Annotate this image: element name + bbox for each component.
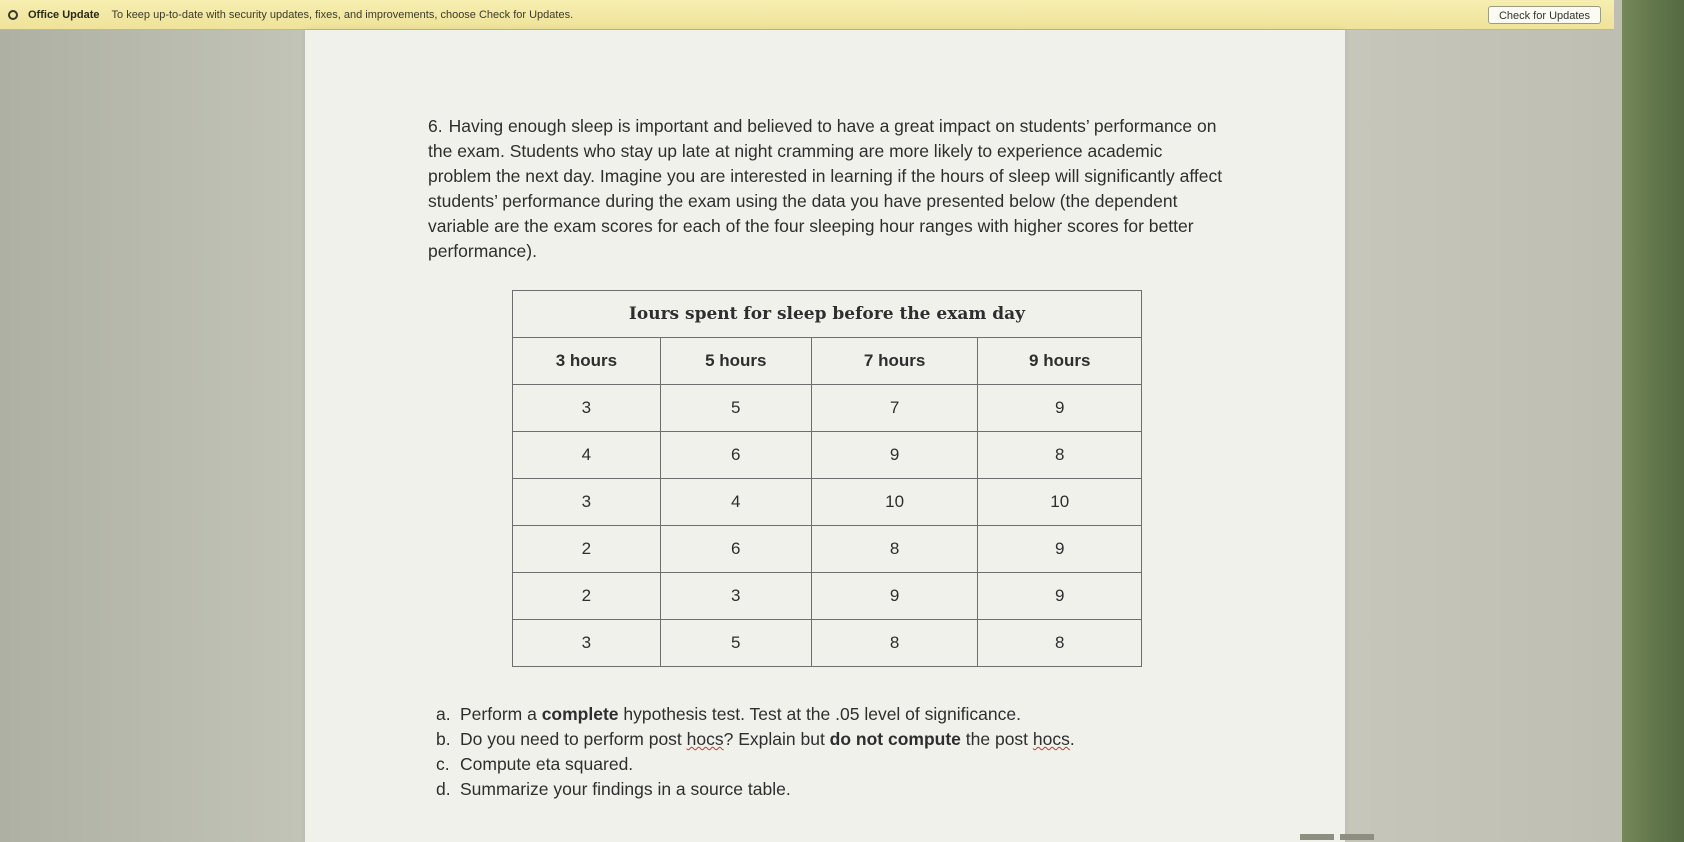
task-item-c bbox=[436, 752, 1075, 777]
screen-edge bbox=[1622, 0, 1684, 842]
check-for-updates-button[interactable]: Check for Updates bbox=[1488, 6, 1601, 24]
spellcheck-word: hocs bbox=[1032, 729, 1070, 749]
table-header-row bbox=[513, 338, 1142, 385]
table-cell: 8 bbox=[978, 620, 1142, 667]
question-paragraph bbox=[428, 114, 1228, 264]
office-update-bar bbox=[0, 0, 1614, 30]
table-cell: 2 bbox=[513, 526, 661, 573]
table-cell: 8 bbox=[978, 432, 1142, 479]
table-cell: 9 bbox=[978, 385, 1142, 432]
task-item-a bbox=[436, 702, 1075, 727]
task-text: ? Explain but bbox=[723, 729, 830, 749]
task-text: . bbox=[1069, 729, 1075, 749]
task-text: hypothesis test. Test at the .05 level of significance. bbox=[618, 704, 1021, 724]
status-bar-segment bbox=[1300, 834, 1334, 840]
task-letter: b. bbox=[436, 729, 451, 749]
update-bar-message: To keep up-to-date with security updates, fixes, and improvements, choose Check for Updates. bbox=[111, 8, 574, 21]
task-letter: c. bbox=[436, 754, 450, 774]
table-cell: 10 bbox=[978, 479, 1142, 526]
table-cell: 5 bbox=[660, 385, 811, 432]
table-cell: 4 bbox=[660, 479, 811, 526]
task-text: Compute eta squared. bbox=[460, 754, 634, 774]
sleep-hours-table bbox=[512, 290, 1142, 667]
table-row bbox=[513, 479, 1142, 526]
status-bar-segment bbox=[1340, 834, 1374, 840]
table-cell: 3 bbox=[513, 385, 661, 432]
table-caption-row bbox=[513, 291, 1142, 338]
column-header: 3 hours bbox=[513, 338, 661, 385]
task-letter: d. bbox=[436, 779, 451, 799]
table-cell: 4 bbox=[513, 432, 661, 479]
update-bar-title: Office Update bbox=[28, 8, 100, 21]
table-cell: 6 bbox=[660, 526, 811, 573]
task-text: Do you need to perform post bbox=[460, 729, 687, 749]
table-cell: 8 bbox=[811, 526, 978, 573]
column-header: 5 hours bbox=[660, 338, 811, 385]
table-row bbox=[513, 620, 1142, 667]
table-cell: 2 bbox=[513, 573, 661, 620]
task-text: Summarize your findings in a source table. bbox=[460, 779, 791, 799]
task-text: Perform a bbox=[460, 704, 542, 724]
table-caption: Iours spent for sleep before the exam day bbox=[513, 291, 1142, 338]
column-header: 9 hours bbox=[978, 338, 1142, 385]
table-cell: 8 bbox=[811, 620, 978, 667]
task-letter: a. bbox=[436, 704, 451, 724]
table-cell: 5 bbox=[660, 620, 811, 667]
task-emphasis: complete bbox=[541, 704, 619, 724]
document-page bbox=[305, 30, 1345, 842]
table-cell: 9 bbox=[978, 526, 1142, 573]
table-row bbox=[513, 385, 1142, 432]
table-cell: 3 bbox=[513, 620, 661, 667]
info-circle-icon bbox=[8, 10, 18, 20]
table-row bbox=[513, 573, 1142, 620]
column-header: 7 hours bbox=[811, 338, 978, 385]
task-item-d bbox=[436, 777, 1075, 802]
table-cell: 7 bbox=[811, 385, 978, 432]
table-row bbox=[513, 432, 1142, 479]
question-number: 6. bbox=[428, 116, 443, 136]
table-cell: 10 bbox=[811, 479, 978, 526]
table-cell: 6 bbox=[660, 432, 811, 479]
table-cell: 3 bbox=[660, 573, 811, 620]
task-item-b bbox=[436, 727, 1075, 752]
spellcheck-word: hocs bbox=[686, 729, 724, 749]
table-cell: 9 bbox=[811, 432, 978, 479]
task-text: the post bbox=[960, 729, 1033, 749]
table-cell: 3 bbox=[513, 479, 661, 526]
task-list bbox=[436, 702, 1075, 802]
table-cell: 9 bbox=[811, 573, 978, 620]
table-cell: 9 bbox=[978, 573, 1142, 620]
task-emphasis: do not compute bbox=[829, 729, 961, 749]
table-row bbox=[513, 526, 1142, 573]
question-text: Having enough sleep is important and believed to have a great impact on students’ performance on the exam. Students who stay up late at night cramming are more likely to experience academic problem the next day. Imagine you are interested in learning if the hours of sleep will significantly affect students’ performance during the exam using the data you have presented below (the dependent variable are the exam scores for each of the four sleeping hour ranges with higher scores for better performance). bbox=[428, 116, 1223, 261]
status-bar bbox=[1300, 834, 1600, 842]
